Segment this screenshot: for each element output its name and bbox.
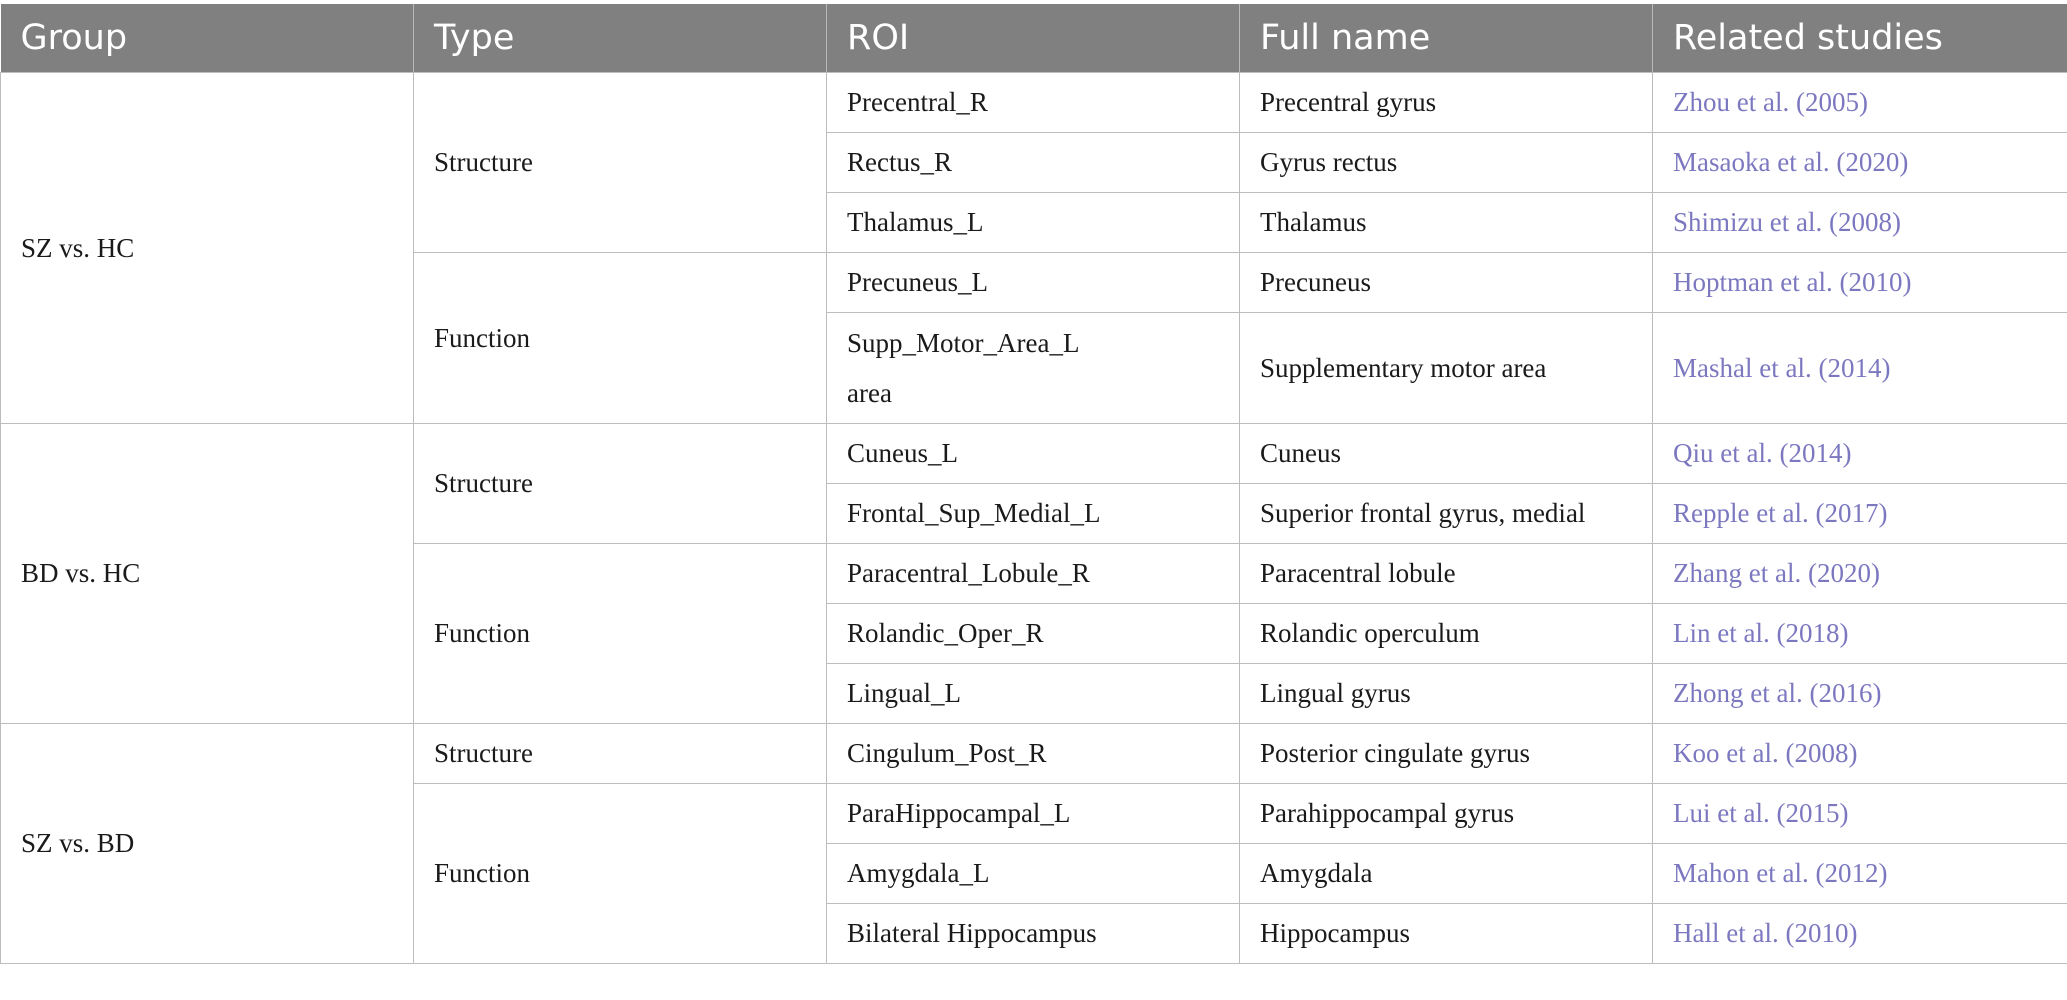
type-cell: Function bbox=[414, 784, 827, 964]
type-cell: Structure bbox=[414, 724, 827, 784]
full-name-cell: Precentral gyrus bbox=[1240, 73, 1653, 133]
roi-cell bbox=[827, 313, 1240, 424]
header-group: Group bbox=[1, 4, 414, 73]
roi-cell: Paracentral_Lobule_R bbox=[827, 544, 1240, 604]
group-cell: SZ vs. BD bbox=[1, 724, 414, 964]
type-cell: Structure bbox=[414, 73, 827, 253]
roi-line-1: Supp_Motor_Area_L bbox=[847, 328, 1080, 358]
roi-cell: Rolandic_Oper_R bbox=[827, 604, 1240, 664]
full-name-cell: Rolandic operculum bbox=[1240, 604, 1653, 664]
type-cell: Function bbox=[414, 253, 827, 424]
header-roi: ROI bbox=[827, 4, 1240, 73]
table-row bbox=[1, 73, 2067, 133]
full-name-cell: Amygdala bbox=[1240, 844, 1653, 904]
header-type: Type bbox=[414, 4, 827, 73]
full-name-cell: Gyrus rectus bbox=[1240, 133, 1653, 193]
study-link[interactable]: Repple et al. (2017) bbox=[1653, 484, 2067, 544]
header-row bbox=[1, 4, 2067, 73]
roi-line-2: area bbox=[847, 378, 892, 408]
study-link[interactable]: Zhang et al. (2020) bbox=[1653, 544, 2067, 604]
roi-cell: Precuneus_L bbox=[827, 253, 1240, 313]
roi-cell: Amygdala_L bbox=[827, 844, 1240, 904]
study-link[interactable]: Hoptman et al. (2010) bbox=[1653, 253, 2067, 313]
full-name-cell: Thalamus bbox=[1240, 193, 1653, 253]
full-name-cell: Lingual gyrus bbox=[1240, 664, 1653, 724]
full-name-cell: Posterior cingulate gyrus bbox=[1240, 724, 1653, 784]
roi-cell: Thalamus_L bbox=[827, 193, 1240, 253]
full-name-cell: Precuneus bbox=[1240, 253, 1653, 313]
study-link[interactable]: Hall et al. (2010) bbox=[1653, 904, 2067, 964]
table-row bbox=[1, 424, 2067, 484]
study-link[interactable]: Mashal et al. (2014) bbox=[1653, 313, 2067, 424]
group-cell: SZ vs. HC bbox=[1, 73, 414, 424]
roi-cell: Frontal_Sup_Medial_L bbox=[827, 484, 1240, 544]
type-cell: Function bbox=[414, 544, 827, 724]
type-cell: Structure bbox=[414, 424, 827, 544]
study-link[interactable]: Lui et al. (2015) bbox=[1653, 784, 2067, 844]
roi-cell: Cuneus_L bbox=[827, 424, 1240, 484]
table-row bbox=[1, 724, 2067, 784]
full-name-cell: Parahippocampal gyrus bbox=[1240, 784, 1653, 844]
full-name-cell: Paracentral lobule bbox=[1240, 544, 1653, 604]
roi-cell: ParaHippocampal_L bbox=[827, 784, 1240, 844]
header-full-name: Full name bbox=[1240, 4, 1653, 73]
study-link[interactable]: Qiu et al. (2014) bbox=[1653, 424, 2067, 484]
study-link[interactable]: Zhong et al. (2016) bbox=[1653, 664, 2067, 724]
roi-cell: Bilateral Hippocampus bbox=[827, 904, 1240, 964]
header-related-studies: Related studies bbox=[1653, 4, 2067, 73]
full-name-cell: Superior frontal gyrus, medial bbox=[1240, 484, 1653, 544]
study-link[interactable]: Mahon et al. (2012) bbox=[1653, 844, 2067, 904]
study-link[interactable]: Zhou et al. (2005) bbox=[1653, 73, 2067, 133]
study-link[interactable]: Shimizu et al. (2008) bbox=[1653, 193, 2067, 253]
study-link[interactable]: Lin et al. (2018) bbox=[1653, 604, 2067, 664]
study-link[interactable]: Koo et al. (2008) bbox=[1653, 724, 2067, 784]
roi-cell: Lingual_L bbox=[827, 664, 1240, 724]
full-name-cell: Hippocampus bbox=[1240, 904, 1653, 964]
roi-cell: Rectus_R bbox=[827, 133, 1240, 193]
group-cell: BD vs. HC bbox=[1, 424, 414, 724]
study-link[interactable]: Masaoka et al. (2020) bbox=[1653, 133, 2067, 193]
roi-table bbox=[0, 4, 2067, 964]
roi-cell: Cingulum_Post_R bbox=[827, 724, 1240, 784]
roi-cell: Precentral_R bbox=[827, 73, 1240, 133]
full-name-cell: Supplementary motor area bbox=[1240, 313, 1653, 424]
full-name-cell: Cuneus bbox=[1240, 424, 1653, 484]
